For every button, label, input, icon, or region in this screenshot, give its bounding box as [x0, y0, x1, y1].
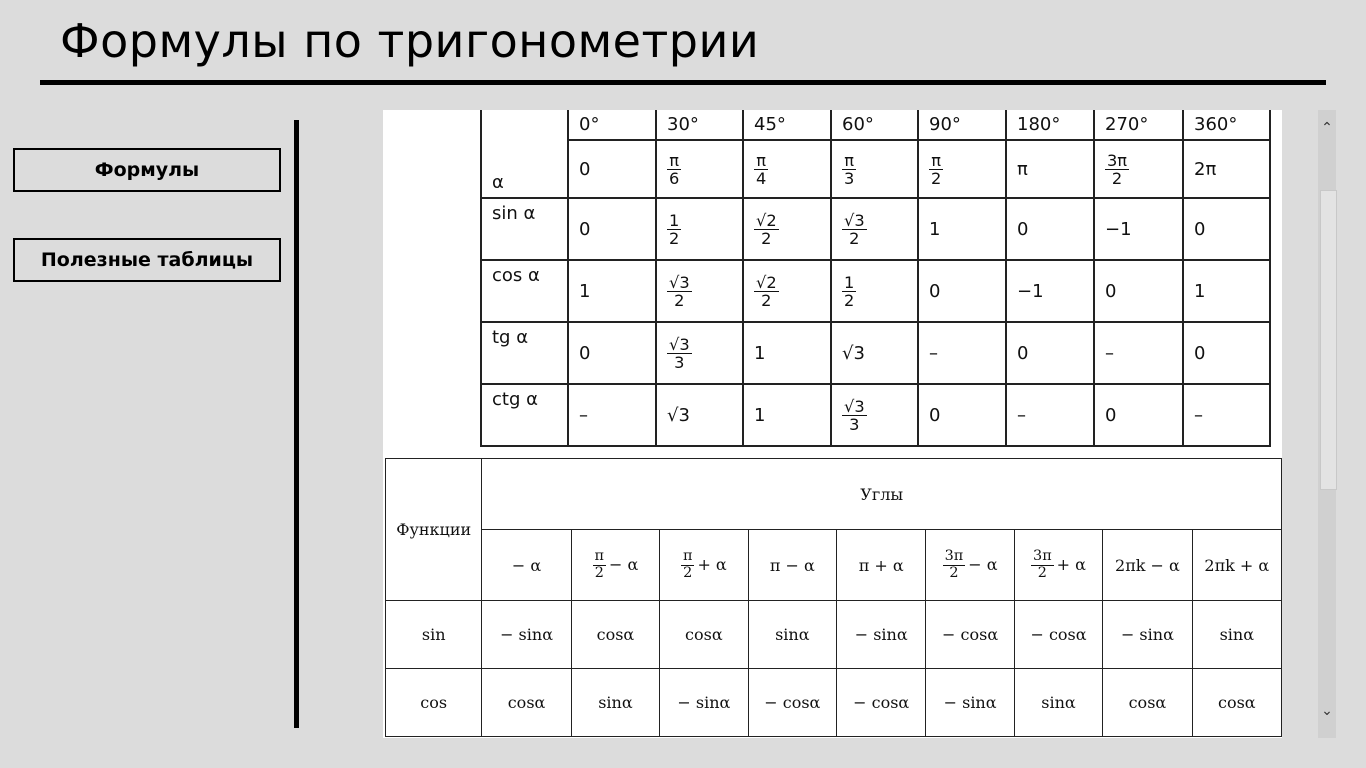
angle-suffix: − α	[968, 554, 998, 574]
alpha-label: α	[492, 172, 504, 193]
function-name-cell: sin	[386, 601, 482, 669]
fraction	[667, 274, 692, 309]
value-cell: − cosα	[748, 669, 836, 737]
value-cell: 1	[743, 384, 831, 446]
nav-useful-tables-button[interactable]: Полезные таблицы	[13, 238, 281, 282]
value-cell: 0	[1006, 198, 1094, 260]
value-cell: 1	[743, 322, 831, 384]
value-cell: −1	[1094, 198, 1183, 260]
fraction-numerator: 3π	[944, 548, 964, 565]
value-cell: cosα	[571, 601, 659, 669]
table-row	[386, 530, 1282, 601]
fraction-denominator: 2	[594, 564, 604, 581]
value-cell: sinα	[571, 669, 659, 737]
value-cell: −1	[1006, 260, 1094, 322]
fraction-numerator: √2	[756, 272, 777, 292]
value-cell: 1	[568, 260, 656, 322]
fraction-numerator: √2	[756, 210, 777, 230]
function-name-cell: sin α	[481, 198, 568, 260]
value-cell: 0	[1183, 198, 1270, 260]
angle-cell: π + α	[837, 530, 926, 601]
value-cell: − sinα	[926, 669, 1014, 737]
fraction-numerator: π	[594, 548, 604, 565]
fraction	[842, 274, 856, 309]
fraction-numerator: √3	[844, 210, 865, 230]
fraction-numerator: 3π	[1033, 548, 1052, 565]
fraction-denominator: 2	[1111, 168, 1123, 188]
fraction-numerator: π	[669, 150, 680, 170]
fraction	[842, 398, 867, 433]
degree-cell: 360°	[1183, 110, 1270, 140]
fraction	[929, 152, 943, 187]
value-cell: cosα	[1103, 669, 1192, 737]
value-cell: − cosα	[1014, 601, 1102, 669]
fraction-denominator: 4	[756, 168, 767, 188]
fraction	[754, 274, 779, 309]
value-cell: 1	[1183, 260, 1270, 322]
trig-values-table	[480, 110, 1271, 447]
table-row	[481, 198, 1270, 260]
value-cell	[656, 322, 743, 384]
table-row	[386, 669, 1282, 737]
degree-cell: 30°	[656, 110, 743, 140]
value-cell	[743, 260, 831, 322]
value-cell: sinα	[1014, 669, 1102, 737]
fraction-denominator: 2	[761, 290, 772, 310]
value-cell: sinα	[1192, 601, 1281, 669]
page-title: Формулы по тригонометрии	[60, 14, 760, 68]
fraction-denominator: 2	[931, 168, 942, 188]
scroll-down-icon[interactable]: ⌄	[1321, 703, 1333, 719]
fraction-denominator: 2	[669, 228, 680, 248]
fraction	[593, 549, 606, 580]
fraction-denominator: 2	[949, 564, 959, 581]
fraction-numerator: π	[682, 548, 693, 565]
value-cell	[656, 198, 743, 260]
radian-cell: π	[1006, 140, 1094, 198]
fraction	[842, 212, 867, 247]
fraction	[667, 152, 681, 187]
value-cell: 0	[568, 322, 656, 384]
angle-cell	[660, 530, 748, 601]
value-cell: –	[1094, 322, 1183, 384]
value-cell: 0	[1183, 322, 1270, 384]
fraction-numerator: π	[844, 150, 855, 170]
value-cell	[831, 260, 918, 322]
value-cell: cosα	[660, 601, 748, 669]
angle-suffix: + α	[697, 554, 727, 574]
table-row	[481, 140, 1270, 198]
fraction-denominator: 2	[849, 228, 860, 248]
value-cell: –	[1006, 384, 1094, 446]
radian-cell: 0	[568, 140, 656, 198]
fraction-denominator: 2	[674, 290, 685, 310]
angle-suffix: + α	[1056, 554, 1086, 574]
fraction-numerator: 1	[844, 272, 855, 292]
value-cell: − cosα	[837, 669, 926, 737]
fraction-numerator: π	[756, 150, 767, 170]
angle-cell: 2πk + α	[1192, 530, 1281, 601]
degree-cell: 60°	[831, 110, 918, 140]
fraction	[667, 336, 692, 371]
value-cell: 0	[1006, 322, 1094, 384]
value-cell: − sinα	[660, 669, 748, 737]
content-viewer	[383, 110, 1282, 738]
angle-cell	[926, 530, 1014, 601]
value-cell: cosα	[1192, 669, 1281, 737]
value-cell: − sinα	[1103, 601, 1192, 669]
value-cell: 0	[918, 384, 1006, 446]
fraction-denominator: 3	[844, 168, 855, 188]
fraction-numerator: π	[931, 150, 942, 170]
value-cell: √3	[656, 384, 743, 446]
angle-cell	[571, 530, 659, 601]
table-row	[481, 260, 1270, 322]
angle-cell: π − α	[748, 530, 836, 601]
function-name-cell: ctg α	[481, 384, 568, 446]
radian-cell	[656, 140, 743, 198]
table-row	[386, 459, 1282, 530]
table-row	[481, 110, 1270, 140]
fraction	[842, 152, 856, 187]
fraction	[1105, 152, 1129, 187]
radian-cell: 2π	[1183, 140, 1270, 198]
fraction	[1031, 549, 1054, 580]
fraction	[667, 212, 681, 247]
value-cell: √3	[831, 322, 918, 384]
radian-cell	[831, 140, 918, 198]
value-cell	[831, 384, 918, 446]
title-divider	[40, 80, 1326, 85]
value-cell	[656, 260, 743, 322]
reduction-formulas-table	[385, 458, 1282, 737]
radian-cell	[743, 140, 831, 198]
scrollbar-thumb[interactable]	[1320, 190, 1337, 490]
value-cell: 0	[1094, 260, 1183, 322]
value-cell: cosα	[482, 669, 571, 737]
function-name-cell: cos	[386, 669, 482, 737]
angle-cell: 2πk − α	[1103, 530, 1192, 601]
fraction-denominator: 3	[849, 414, 860, 434]
function-name-cell: tg α	[481, 322, 568, 384]
angle-suffix: − α	[609, 554, 639, 574]
functions-header-cell: Функции	[386, 459, 482, 601]
fraction-denominator: 6	[669, 168, 680, 188]
fraction-denominator: 2	[844, 290, 855, 310]
fraction-numerator: √3	[669, 272, 690, 292]
alpha-header-cell	[481, 110, 568, 198]
value-cell: –	[1183, 384, 1270, 446]
angles-header-cell: Углы	[482, 459, 1282, 530]
fraction-denominator: 2	[1037, 564, 1047, 581]
degree-cell: 0°	[568, 110, 656, 140]
fraction-denominator: 2	[761, 228, 772, 248]
degree-cell: 180°	[1006, 110, 1094, 140]
value-cell: − cosα	[926, 601, 1014, 669]
fraction-denominator: 3	[674, 352, 685, 372]
value-cell	[831, 198, 918, 260]
fraction-numerator: √3	[669, 334, 690, 354]
degree-cell: 45°	[743, 110, 831, 140]
fraction	[754, 152, 768, 187]
fraction-numerator: 3π	[1107, 150, 1128, 170]
angle-cell	[1014, 530, 1102, 601]
nav-formulas-button[interactable]: Формулы	[13, 148, 281, 192]
scroll-up-icon[interactable]: ⌃	[1321, 120, 1333, 136]
function-name-cell: cos α	[481, 260, 568, 322]
degree-cell: 90°	[918, 110, 1006, 140]
value-cell: sinα	[748, 601, 836, 669]
value-cell: 0	[1094, 384, 1183, 446]
radian-cell	[1094, 140, 1183, 198]
value-cell: 0	[918, 260, 1006, 322]
table-row	[481, 384, 1270, 446]
fraction-denominator: 2	[683, 564, 693, 581]
value-cell: 1	[918, 198, 1006, 260]
sidebar-divider	[294, 120, 299, 728]
degree-cell: 270°	[1094, 110, 1183, 140]
fraction	[681, 549, 694, 580]
value-cell: –	[568, 384, 656, 446]
angle-cell: − α	[482, 530, 571, 601]
value-cell: –	[918, 322, 1006, 384]
value-cell: − sinα	[482, 601, 571, 669]
radian-cell	[918, 140, 1006, 198]
fraction-numerator: √3	[844, 396, 865, 416]
value-cell	[743, 198, 831, 260]
fraction	[943, 549, 966, 580]
fraction-numerator: 1	[669, 210, 680, 230]
value-cell: − sinα	[837, 601, 926, 669]
table-row	[386, 601, 1282, 669]
fraction	[754, 212, 779, 247]
table-row	[481, 322, 1270, 384]
value-cell: 0	[568, 198, 656, 260]
